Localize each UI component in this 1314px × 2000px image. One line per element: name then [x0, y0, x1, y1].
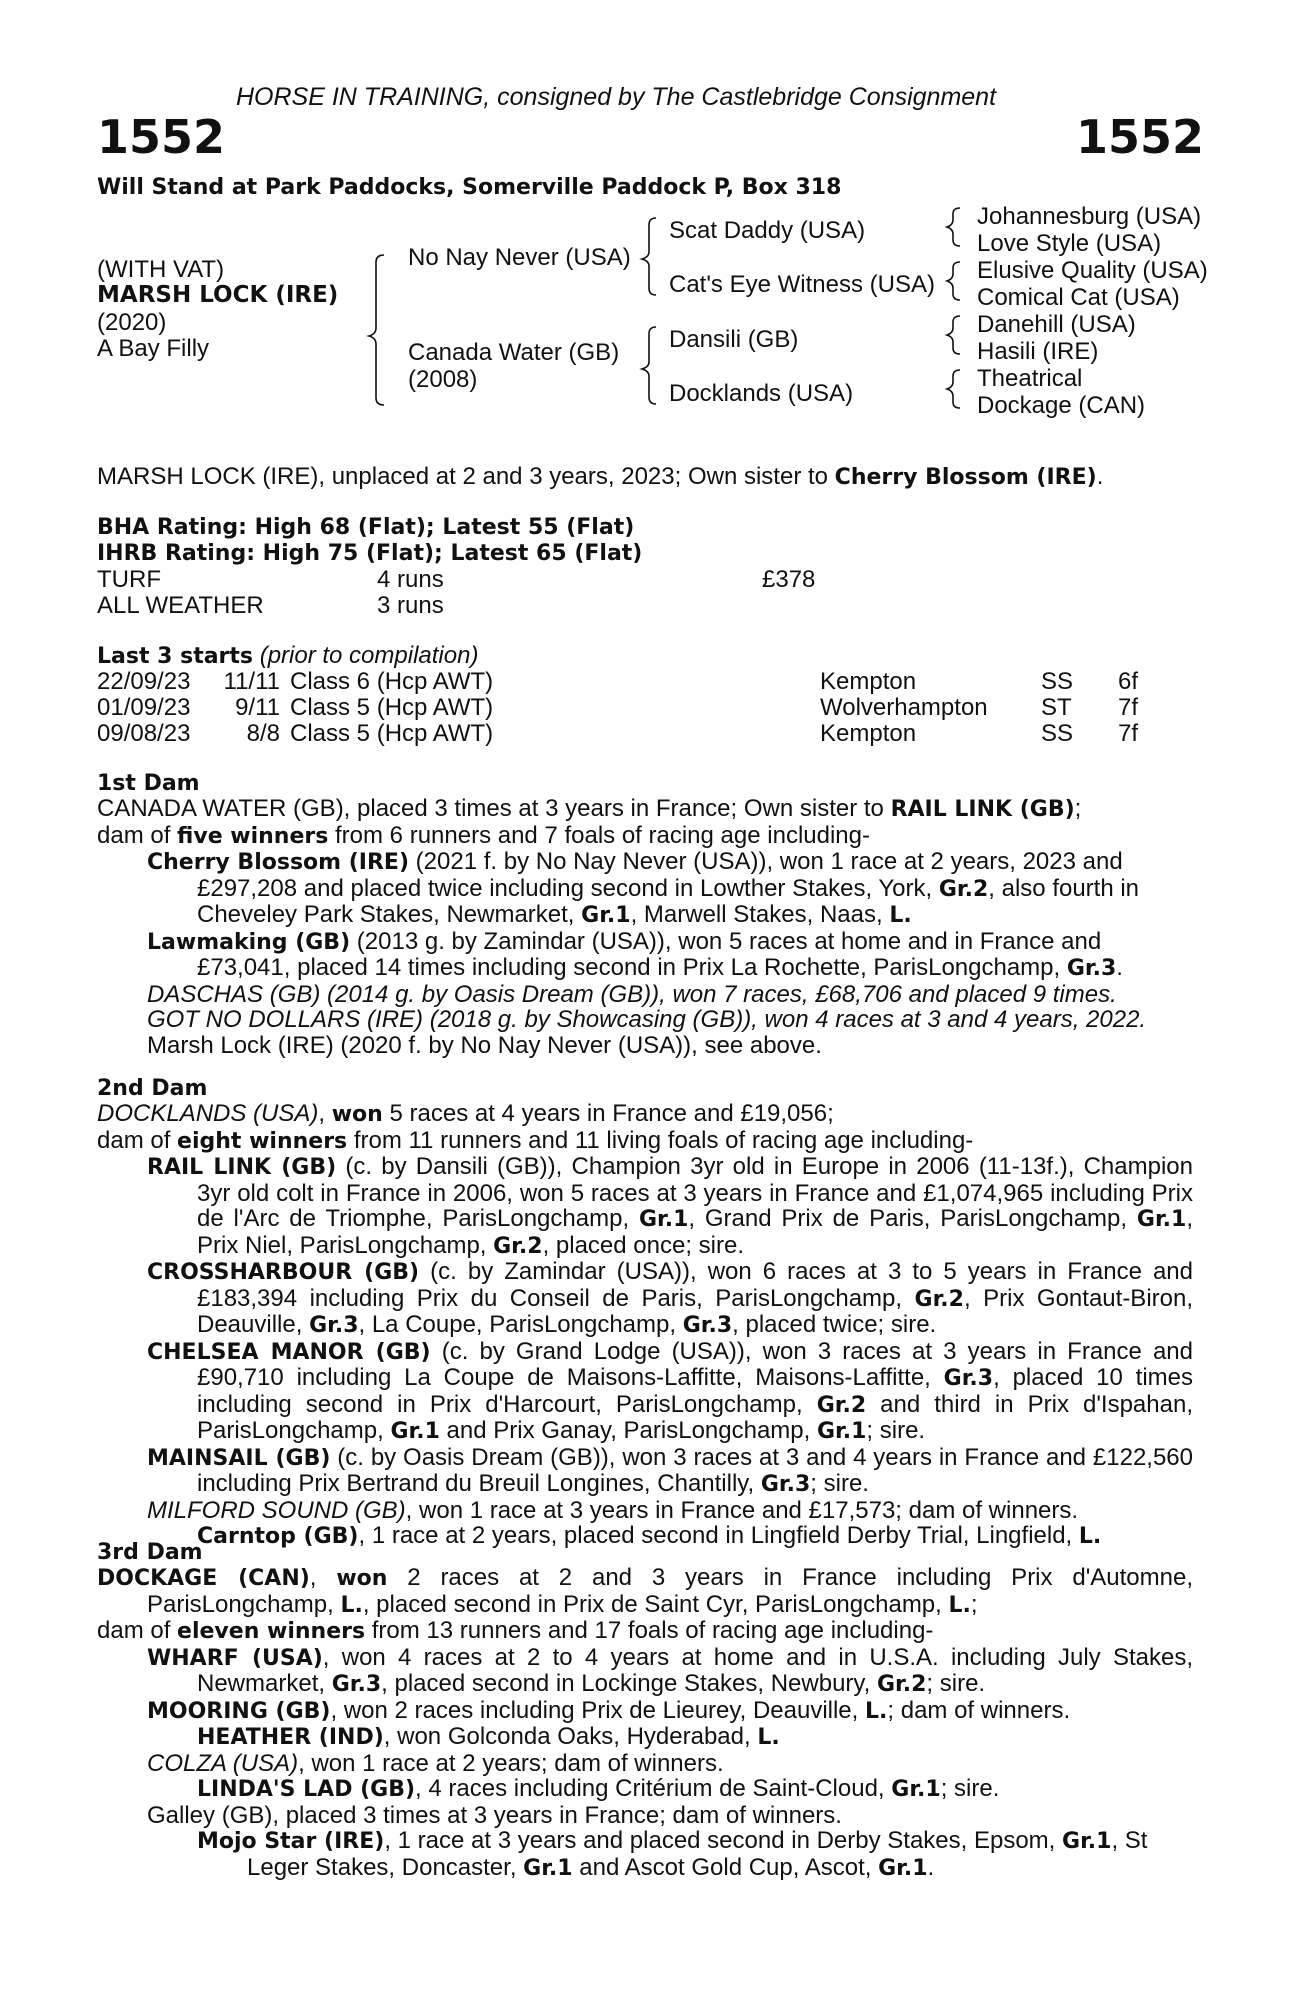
start-class: Class 6 (Hcp AWT)	[290, 668, 494, 695]
produce-entry: Carntop (GB), 1 race at 2 years, placed second in Lingfield Derby Trial, Lingfield, L.	[197, 1522, 1102, 1549]
produce-entry: Cherry Blossom (IRE) (2021 f. by No Nay Never (USA)), won 1 race at 2 years, 2023 and £297,208 and placed twice including second in Lowther Stakes, York, Gr.2, also fourth in Cheveley Park Stakes, Newmarket, Gr.1, Marwell Stakes, Naas, L.	[147, 848, 1140, 928]
produce-entry: COLZA (USA), won 1 race at 2 years; dam of winners.	[147, 1749, 724, 1777]
first-dam-section	[97, 771, 1193, 1058]
start-course: Kempton	[820, 668, 917, 695]
start-going: SS	[1041, 668, 1074, 695]
third-dam-section	[97, 1540, 1193, 1881]
produce-entry: Marsh Lock (IRE) (2020 f. by No Nay Never (USA)), see above.	[147, 1031, 822, 1059]
start-class: Class 5 (Hcp AWT)	[290, 720, 494, 747]
dam: Canada Water (GB)	[408, 339, 620, 366]
summary-sister: Cherry Blossom (IRE)	[834, 465, 1097, 490]
second-dam-produce-summary: dam of eight winners from 11 runners and 11 living foals of racing age including-	[97, 1126, 974, 1154]
produce-entry: MILFORD SOUND (GB), won 1 race at 3 years in France and £17,573; dam of winners.	[147, 1496, 1079, 1524]
start-class: Class 5 (Hcp AWT)	[290, 694, 494, 721]
summary-line: MARSH LOCK (IRE), unplaced at 2 and 3 years, 2023; Own sister to Cherry Blossom (IRE).	[97, 463, 1104, 490]
start-date: 01/09/23	[97, 694, 191, 721]
second-dam-heading: 2nd Dam	[97, 1076, 208, 1101]
start-course: Wolverhampton	[820, 694, 988, 721]
bha-rating: BHA Rating: High 68 (Flat); Latest 55 (Flat)	[97, 515, 635, 540]
aw-runs: 3 runs	[377, 592, 444, 619]
dam-dam: Docklands (USA)	[669, 380, 854, 407]
first-dam-heading: 1st Dam	[97, 771, 200, 796]
horse-year: (2020)	[97, 309, 167, 336]
second-dam-intro: DOCKLANDS (USA), won 5 races at 4 years in France and £19,056;	[97, 1100, 834, 1127]
turf-runs: 4 runs	[377, 566, 444, 593]
gen3-dds: Theatrical	[977, 365, 1083, 392]
produce-entry: MOORING (GB), won 2 races including Prix de Lieurey, Deauville, L.; dam of winners.	[147, 1696, 1071, 1724]
start-position: 9/11	[235, 694, 280, 721]
sire-dam: Cat's Eye Witness (USA)	[669, 271, 935, 298]
gen3-sss: Johannesburg (USA)	[977, 203, 1202, 230]
start-date: 09/08/23	[97, 720, 191, 747]
gen3-sdd: Comical Cat (USA)	[977, 284, 1180, 311]
gen3-ddd: Dockage (CAN)	[977, 392, 1146, 419]
start-distance: 6f	[1118, 668, 1139, 695]
first-dam-produce-summary: dam of five winners from 6 runners and 7 foals of racing age including-	[97, 821, 870, 849]
turf-earnings: £378	[762, 566, 816, 593]
second-dam-section	[97, 1076, 1193, 1550]
sire: No Nay Never (USA)	[408, 244, 631, 271]
sire-sire: Scat Daddy (USA)	[669, 217, 866, 244]
start-position: 8/8	[246, 720, 280, 747]
third-dam-intro: DOCKAGE (CAN), won 2 races at 2 and 3 years in France including Prix d'Automne, ParisLongchamp, L., placed second in Prix de Saint Cyr, ParisLongchamp, L.;	[97, 1564, 1194, 1618]
dam-year: (2008)	[408, 366, 478, 393]
gen3-dsd: Hasili (IRE)	[977, 338, 1099, 365]
produce-entry: Lawmaking (GB) (2013 g. by Zamindar (USA)), won 5 races at home and in France and £73,041, placed 14 times including second in Prix La Rochette, ParisLongchamp, Gr.3.	[147, 927, 1123, 981]
aw-label: ALL WEATHER	[97, 592, 264, 619]
third-dam-heading: 3rd Dam	[97, 1540, 203, 1565]
start-going: ST	[1041, 694, 1072, 721]
produce-entry: CROSSHARBOUR (GB) (c. by Zamindar (USA)), won 6 races at 3 to 5 years in France and £183,394 including Prix du Conseil de Paris, ParisLongchamp, Gr.2, Prix Gontaut-Biron, Deauville, Gr.3, La Coupe, ParisLongchamp, Gr.3, placed twice; sire.	[147, 1258, 1194, 1338]
first-dam-intro: CANADA WATER (GB), placed 3 times at 3 years in France; Own sister to RAIL LINK (GB);	[97, 795, 1082, 822]
produce-entry: MAINSAIL (GB) (c. by Oasis Dream (GB)), won 3 races at 3 and 4 years in France and £122,560 including Prix Bertrand du Breuil Longines, Chantilly, Gr.3; sire.	[147, 1443, 1193, 1497]
horse-description: A Bay Filly	[97, 335, 210, 362]
gen3-sds: Elusive Quality (USA)	[977, 257, 1208, 284]
produce-entry: WHARF (USA), won 4 races at 2 to 4 years at home and in U.S.A. including July Stakes, Newmarket, Gr.3, placed second in Lockinge Stakes, Newbury, Gr.2; sire.	[147, 1643, 1193, 1697]
produce-entry: DASCHAS (GB) (2014 g. by Oasis Dream (GB)), won 7 races, £68,706 and placed 9 times.	[147, 980, 1117, 1008]
horse-name: MARSH LOCK (IRE)	[97, 282, 339, 308]
gen3-dss: Danehill (USA)	[977, 311, 1136, 338]
start-going: SS	[1041, 720, 1074, 747]
start-distance: 7f	[1118, 720, 1139, 747]
dam-sire: Dansili (GB)	[669, 326, 799, 353]
stand-location: Will Stand at Park Paddocks, Somerville Paddock P, Box 318	[97, 175, 842, 200]
start-course: Kempton	[820, 720, 917, 747]
produce-entry: Mojo Star (IRE), 1 race at 3 years and placed second in Derby Stakes, Epsom, Gr.1, St Leger Stakes, Doncaster, Gr.1 and Ascot Gold Cup, Ascot, Gr.1.	[197, 1827, 1148, 1881]
last3-heading: Last 3 starts (prior to compilation)	[97, 642, 479, 669]
lot-number-right: 1552	[1076, 110, 1205, 164]
catalogue-heading: HORSE IN TRAINING, consigned by The Castlebridge Consignment	[236, 83, 997, 111]
produce-entry: LINDA'S LAD (GB), 4 races including Critérium de Saint-Cloud, Gr.1; sire.	[197, 1775, 1000, 1802]
produce-entry: RAIL LINK (GB) (c. by Dansili (GB)), Champion 3yr old in Europe in 2006 (11-13f.), Champion 3yr old colt in France in 2006, won 5 races at 3 years in France and £1,074,965 including Prix de l'Arc de Triomphe, ParisLongchamp, Gr.1, Grand Prix de Paris, ParisLongchamp, Gr.1, Prix Niel, ParisLongchamp, Gr.2, placed once; sire.	[147, 1153, 1193, 1259]
vat-note: (WITH VAT)	[97, 256, 225, 283]
produce-entry: CHELSEA MANOR (GB) (c. by Grand Lodge (USA)), won 3 races at 3 years in France and £90,710 including La Coupe de Maisons-Laffitte, Maisons-Laffitte, Gr.3, placed 10 times including second in Prix d'Harcourt, ParisLongchamp, Gr.2 and third in Prix d'Ispahan, ParisLongchamp, Gr.1 and Prix Ganay, ParisLongchamp, Gr.1; sire.	[147, 1337, 1194, 1444]
produce-entry: GOT NO DOLLARS (IRE) (2018 g. by Showcasing (GB)), won 4 races at 3 and 4 years, 2022.	[147, 1006, 1147, 1033]
start-distance: 7f	[1118, 694, 1139, 721]
gen3-ssd: Love Style (USA)	[977, 230, 1162, 257]
lot-number-left: 1552	[97, 110, 226, 164]
start-date: 22/09/23	[97, 668, 191, 695]
produce-entry: HEATHER (IND), won Golconda Oaks, Hyderabad, L.	[197, 1723, 780, 1750]
turf-label: TURF	[97, 566, 161, 593]
produce-entry: Galley (GB), placed 3 times at 3 years in France; dam of winners.	[147, 1801, 842, 1829]
ihrb-rating: IHRB Rating: High 75 (Flat); Latest 65 (Flat)	[97, 541, 643, 566]
start-position: 11/11	[223, 668, 280, 695]
third-dam-produce-summary: dam of eleven winners from 13 runners and 17 foals of racing age including-	[97, 1617, 934, 1644]
